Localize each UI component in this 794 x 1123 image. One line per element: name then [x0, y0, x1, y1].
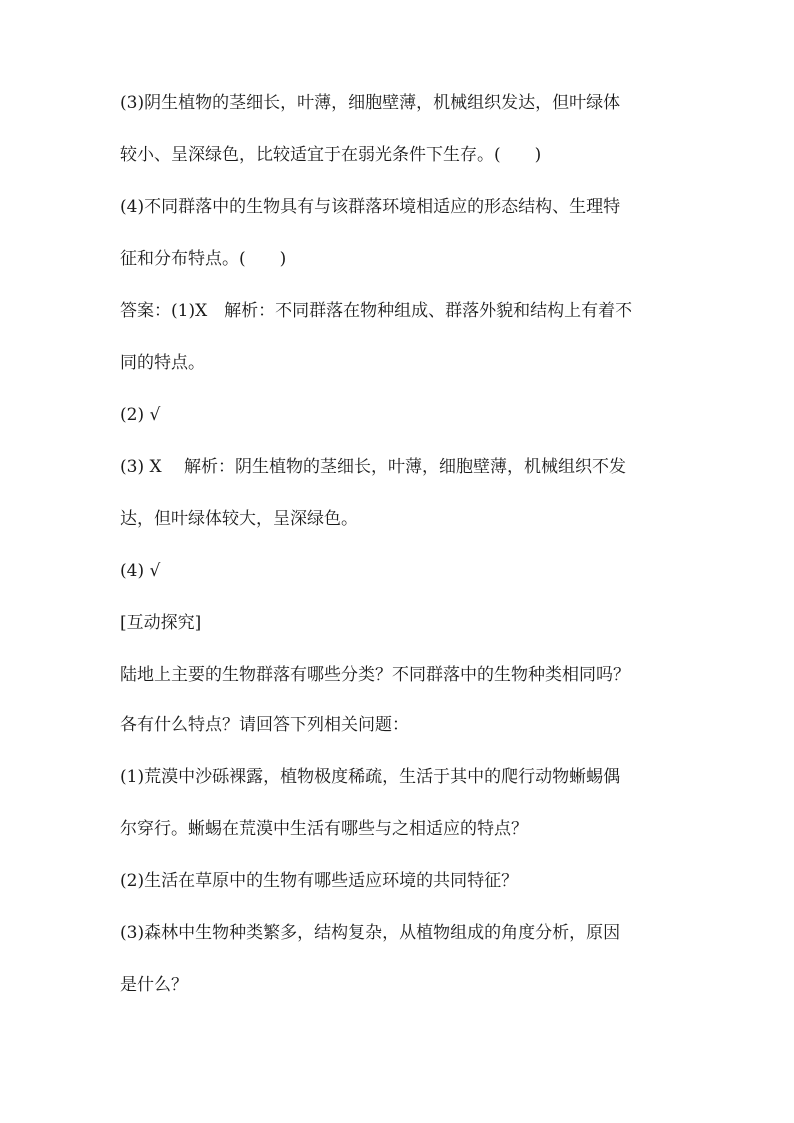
question-3 — [120, 89, 685, 169]
text-line: (3) X 解析：阴生植物的茎细长，叶薄，细胞壁薄，机械组织不发 — [120, 457, 626, 477]
text-line: 较小、呈深绿色，比较适宜于在弱光条件下生存。( ) — [120, 145, 542, 165]
text-line: 答案：(1)X 解析：不同群落在物种组成、群落外貌和结构上有着不 — [120, 301, 633, 321]
text-line: 是什么？ — [120, 975, 188, 995]
text-line: (1)荒漠中沙砾裸露，植物极度稀疏，生活于其中的爬行动物蜥蜴偶 — [120, 767, 621, 787]
text-line: 尔穿行。蜥蜴在荒漠中生活有哪些与之相适应的特点？ — [120, 819, 528, 839]
text-line: 同的特点。 — [120, 353, 205, 373]
question-4 — [120, 193, 685, 273]
text-line: (4) √ — [120, 561, 161, 581]
section-title: [互动探究] — [120, 613, 202, 633]
text-line: 达，但叶绿体较大，呈深绿色。 — [120, 509, 358, 529]
explore-question-3 — [120, 919, 685, 999]
answer-2 — [120, 401, 685, 429]
text-line: (2) √ — [120, 405, 161, 425]
text-line: (4)不同群落中的生物具有与该群落环境相适应的形态结构、生理特 — [120, 197, 621, 217]
explore-question-1 — [120, 763, 685, 843]
text-line: 征和分布特点。( ) — [120, 249, 287, 269]
explore-question-2 — [120, 867, 685, 895]
answer-1 — [120, 297, 685, 377]
answer-4 — [120, 557, 685, 585]
text-line: (3)阴生植物的茎细长，叶薄，细胞壁薄，机械组织发达，但叶绿体 — [120, 93, 621, 113]
text-line: (3)森林中生物种类繁多，结构复杂，从植物组成的角度分析，原因 — [120, 923, 621, 943]
document-page — [120, 89, 685, 999]
text-line: 陆地上主要的生物群落有哪些分类？不同群落中的生物种类相同吗？ — [120, 665, 630, 685]
answer-3 — [120, 453, 685, 533]
text-line: (2)生活在草原中的生物有哪些适应环境的共同特征？ — [120, 871, 519, 891]
intro-paragraph — [120, 661, 685, 739]
text-line: 各有什么特点？请回答下列相关问题： — [120, 715, 409, 735]
section-heading — [120, 609, 685, 637]
